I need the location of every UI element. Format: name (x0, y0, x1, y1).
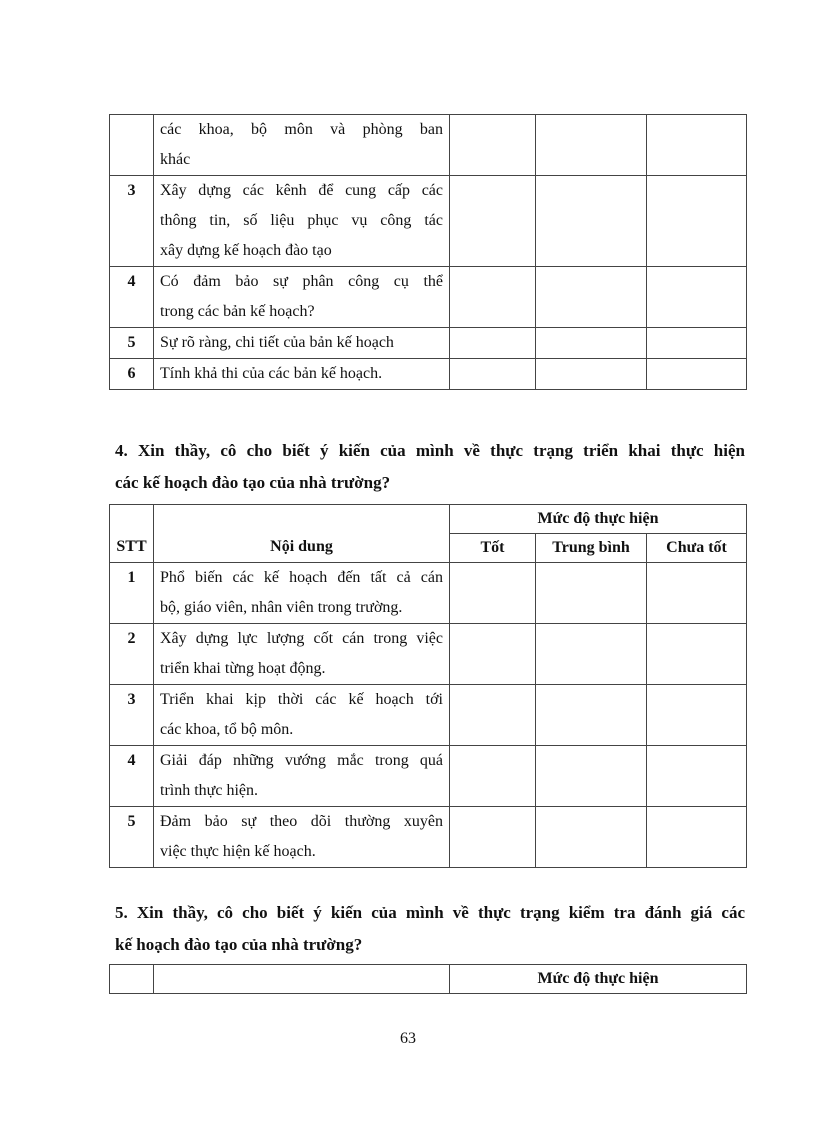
table-row (110, 328, 747, 359)
rating-cell[interactable] (450, 176, 536, 267)
row-content (154, 359, 450, 390)
rating-cell[interactable] (647, 807, 747, 868)
content-line: xây dựng kế hoạch đào tạo (160, 242, 332, 259)
row-stt: 2 (110, 624, 154, 685)
row-stt: 3 (110, 176, 154, 267)
rating-cell[interactable] (450, 115, 536, 176)
rating-cell[interactable] (536, 807, 647, 868)
content-line: bộ, giáo viên, nhân viên trong trường. (160, 599, 403, 616)
table-row (110, 685, 747, 746)
rating-cell[interactable] (536, 746, 647, 807)
rating-cell[interactable] (536, 328, 647, 359)
rating-cell[interactable] (647, 115, 747, 176)
content-line: các khoa, tổ bộ môn. (160, 721, 294, 738)
heading-line: 5. Xin thầy, cô cho biết ý kiến của mình về thực trạng kiểm tra đánh giá các (115, 903, 745, 922)
rating-cell[interactable] (450, 563, 536, 624)
rating-cell[interactable] (536, 267, 647, 328)
content-line: Phổ biến các kế hoạch đến tất cả cán (160, 569, 443, 586)
rating-cell[interactable] (536, 176, 647, 267)
content-line: Đảm bảo sự theo dõi thường xuyên (160, 813, 443, 830)
rating-cell[interactable] (647, 267, 747, 328)
rating-cell[interactable] (536, 624, 647, 685)
content-line: triển khai từng hoạt động. (160, 660, 326, 677)
row-stt: 5 (110, 328, 154, 359)
row-content (154, 807, 450, 868)
rating-cell[interactable] (647, 328, 747, 359)
section-5-heading (115, 897, 745, 961)
content-line: Triển khai kịp thời các kế hoạch tới (160, 691, 443, 708)
rating-cell[interactable] (647, 685, 747, 746)
row-content (154, 328, 450, 359)
row-content (154, 624, 450, 685)
row-content (154, 115, 450, 176)
heading-line: các kế hoạch đào tạo của nhà trường? (115, 473, 391, 492)
content-line: Có đảm bảo sự phân công cụ thể (160, 273, 443, 290)
row-stt: 5 (110, 807, 154, 868)
row-stt: 4 (110, 267, 154, 328)
rating-cell[interactable] (536, 359, 647, 390)
row-content (154, 176, 450, 267)
table-row (110, 115, 747, 176)
row-content (154, 746, 450, 807)
rating-cell[interactable] (647, 563, 747, 624)
row-stt: 3 (110, 685, 154, 746)
content-line: khác (160, 151, 191, 168)
header-not-good: Chưa tốt (647, 534, 747, 563)
header-level: Mức độ thực hiện (450, 965, 747, 994)
row-stt: 1 (110, 563, 154, 624)
row-content (154, 267, 450, 328)
table-row (110, 267, 747, 328)
rating-cell[interactable] (450, 359, 536, 390)
rating-cell[interactable] (647, 359, 747, 390)
row-stt: 4 (110, 746, 154, 807)
heading-line: 4. Xin thầy, cô cho biết ý kiến của mình về thực trạng triển khai thực hiện (115, 441, 745, 460)
content-line: Giải đáp những vướng mắc trong quá (160, 752, 443, 769)
content-line: Xây dựng các kênh để cung cấp các (160, 182, 443, 199)
row-content (154, 685, 450, 746)
criteria-table-continued (109, 114, 747, 390)
row-content (154, 563, 450, 624)
content-line: thông tin, số liệu phục vụ công tác (160, 212, 443, 229)
table-row (110, 359, 747, 390)
rating-cell[interactable] (536, 115, 647, 176)
header-stt: STT (110, 505, 154, 563)
rating-cell[interactable] (450, 328, 536, 359)
heading-line: kế hoạch đào tạo của nhà trường? (115, 935, 363, 954)
rating-cell[interactable] (450, 267, 536, 328)
section-4-heading (115, 435, 745, 499)
table-row (110, 176, 747, 267)
table-row (110, 746, 747, 807)
header-stt (110, 965, 154, 994)
table-header-row (110, 965, 747, 994)
content-line: các khoa, bộ môn và phòng ban (160, 121, 443, 138)
header-medium: Trung bình (536, 534, 647, 563)
table-row (110, 807, 747, 868)
content-line: trong các bản kế hoạch? (160, 303, 315, 320)
rating-cell[interactable] (450, 685, 536, 746)
header-content (154, 965, 450, 994)
rating-cell[interactable] (450, 624, 536, 685)
content-line: trình thực hiện. (160, 782, 258, 799)
implementation-table (109, 504, 747, 868)
table-row (110, 624, 747, 685)
header-level: Mức độ thực hiện (450, 505, 747, 534)
header-content: Nội dung (154, 505, 450, 563)
page-number: 63 (400, 1030, 416, 1047)
content-line: Sự rõ ràng, chi tiết của bản kế hoạch (160, 334, 394, 351)
rating-cell[interactable] (536, 685, 647, 746)
content-line: Tính khả thi của các bản kế hoạch. (160, 365, 383, 382)
content-line: Xây dựng lực lượng cốt cán trong việc (160, 630, 443, 647)
rating-cell[interactable] (536, 563, 647, 624)
rating-cell[interactable] (647, 176, 747, 267)
rating-cell[interactable] (450, 807, 536, 868)
table-header-row (110, 505, 747, 534)
row-stt (110, 115, 154, 176)
header-good: Tốt (450, 534, 536, 563)
table-row (110, 563, 747, 624)
rating-cell[interactable] (450, 746, 536, 807)
rating-cell[interactable] (647, 624, 747, 685)
rating-cell[interactable] (647, 746, 747, 807)
content-line: việc thực hiện kế hoạch. (160, 843, 316, 860)
row-stt: 6 (110, 359, 154, 390)
evaluation-table (109, 964, 747, 994)
